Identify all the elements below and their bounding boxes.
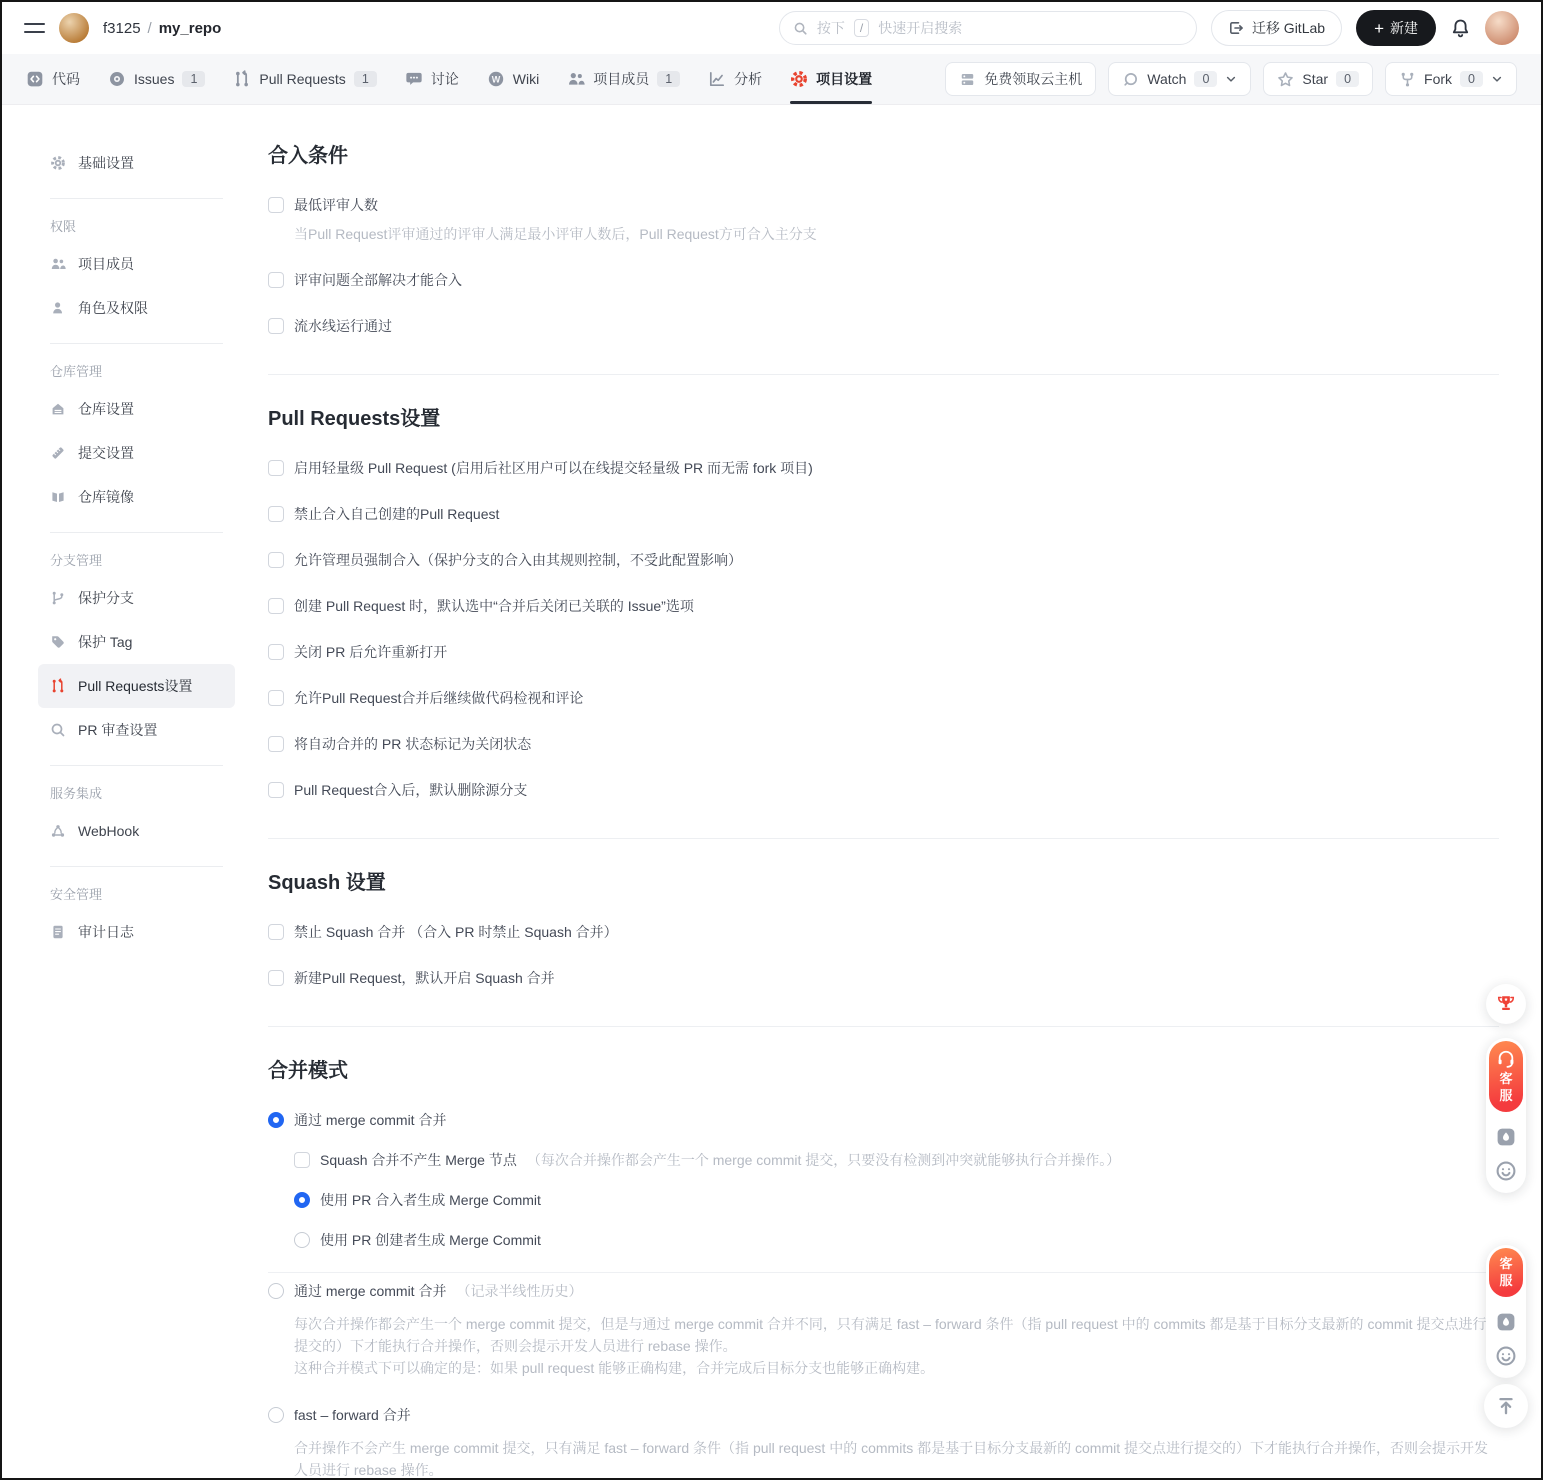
checkbox-lightweight-pr[interactable] <box>268 460 284 476</box>
checkbox-admin-force-merge[interactable] <box>268 552 284 568</box>
sidebar-item-pr-settings[interactable] <box>38 664 235 708</box>
breadcrumb-owner[interactable]: f3125 <box>103 19 141 37</box>
sidebar-item-commit-settings[interactable] <box>38 431 235 475</box>
settings-content <box>268 105 1541 1480</box>
customer-service-button[interactable] <box>1489 1248 1523 1297</box>
section-divider <box>268 1272 1499 1273</box>
star-icon <box>1277 71 1294 88</box>
fork-icon <box>1399 71 1416 88</box>
radio-label[interactable]: 通过 merge commit 合并 <box>294 1283 447 1299</box>
smiley-icon[interactable] <box>1494 1344 1518 1368</box>
sidebar-item-label: 保护 Tag <box>78 634 133 650</box>
sidebar-item-label: 仓库设置 <box>78 401 134 417</box>
sidebar-item-webhook[interactable] <box>38 809 235 853</box>
radio-fast-forward-merge[interactable] <box>268 1407 284 1423</box>
section-title-merge-conditions: 合入条件 <box>268 145 348 167</box>
radio-merge-by-creator[interactable] <box>294 1232 310 1248</box>
star-label: Star <box>1302 71 1329 87</box>
tab-members[interactable] <box>567 54 680 104</box>
merge-mode-option-1-children <box>294 1150 1499 1250</box>
customer-service-button[interactable] <box>1489 1041 1523 1112</box>
tab-analytics[interactable] <box>708 54 762 104</box>
sidebar-item-label: PR 审查设置 <box>78 722 158 738</box>
sidebar-group-repo: 仓库管理 <box>50 364 103 379</box>
checkbox-delete-source-branch[interactable] <box>268 782 284 798</box>
watch-icon <box>1122 71 1139 88</box>
radio-merge-by-merger[interactable] <box>294 1192 310 1208</box>
tab-code[interactable] <box>26 54 80 104</box>
app-icon[interactable] <box>1494 1310 1518 1334</box>
setting-row <box>268 688 1499 708</box>
tab-issues-label: Issues <box>134 71 175 87</box>
radio-semilinear-merge[interactable] <box>268 1283 284 1299</box>
members-count-badge: 1 <box>657 71 680 87</box>
sidebar-item-label: 仓库镜像 <box>78 489 134 505</box>
support-widget <box>1486 1038 1526 1193</box>
settings-sidebar <box>2 105 268 1480</box>
pull-request-icon <box>233 70 251 88</box>
divider <box>50 198 223 199</box>
bell-icon[interactable] <box>1450 18 1471 39</box>
user-avatar[interactable] <box>1485 11 1519 45</box>
setting-row <box>268 550 1499 570</box>
sidebar-item-label: 角色及权限 <box>78 300 148 316</box>
wiki-letter: W <box>491 74 501 85</box>
cloud-host-label: 免费领取云主机 <box>984 71 1083 87</box>
merge-mode-option-3 <box>268 1405 1499 1480</box>
checkbox-review-after-merge[interactable] <box>268 690 284 706</box>
section-divider <box>268 1026 1499 1027</box>
star-count-badge: 0 <box>1336 71 1359 87</box>
sidebar-item-pr-review-settings[interactable] <box>38 708 235 752</box>
watch-button[interactable] <box>1108 62 1251 96</box>
breadcrumb-separator: / <box>147 19 152 37</box>
checkbox-all-issues-resolved[interactable] <box>268 272 284 288</box>
pull-request-icon <box>50 678 66 694</box>
tab-settings-label: 项目设置 <box>816 71 873 87</box>
issue-icon <box>108 70 126 88</box>
code-icon <box>26 70 44 88</box>
setting-row <box>268 270 1499 290</box>
sidebar-item-label: 项目成员 <box>78 256 134 272</box>
option-description-line: 这种合并模式下可以确定的是：如果 pull request 能够正确构建，合并完成后目标分支也能够正确构建。 <box>294 1360 935 1376</box>
hamburger-menu-icon[interactable] <box>24 23 45 34</box>
checkbox-label[interactable]: 流水线运行通过 <box>294 318 392 334</box>
slash-keycap: / <box>854 19 869 37</box>
star-button[interactable] <box>1263 62 1373 96</box>
checkbox-forbid-squash[interactable] <box>268 924 284 940</box>
watch-label: Watch <box>1147 71 1187 87</box>
checkbox-note: （每次合并操作都会产生一个 merge commit 提交，只要没有检测到冲突就能够执行合并操作。） <box>526 1152 1121 1168</box>
scroll-to-top-button[interactable] <box>1484 1384 1528 1428</box>
checkbox-label[interactable]: 评审问题全部解决才能合入 <box>294 272 462 288</box>
setting-row <box>268 734 1499 754</box>
tab-discussion[interactable] <box>405 54 459 104</box>
search-placeholder-suffix: 快速开启搜索 <box>878 20 963 36</box>
checkbox-forbid-self-merge[interactable] <box>268 506 284 522</box>
tab-pull-requests[interactable] <box>233 54 376 104</box>
magnifier-icon <box>50 722 66 738</box>
sidebar-group-security: 安全管理 <box>50 887 103 902</box>
fork-button[interactable] <box>1385 62 1517 96</box>
option-description-line: 每次合并操作都会产生一个 merge commit 提交，但是与通过 merge commit 合并不同，只有满足 fast – forward 条件（指 pull request 中的 commits 都是基于目标分支最新的 commit 提交点进行提交的）下才能执行合并操作，否则会提示开发人员进行 rebase 操作。 <box>294 1316 1487 1354</box>
arrow-up-icon <box>1495 1395 1517 1417</box>
people-icon <box>567 70 585 88</box>
section-divider <box>268 374 1499 375</box>
divider <box>50 532 223 533</box>
tab-analytics-label: 分析 <box>734 71 763 87</box>
sidebar-item-members[interactable] <box>38 242 235 286</box>
tab-discussion-label: 讨论 <box>430 71 459 87</box>
section-divider <box>268 838 1499 839</box>
chevron-down-icon <box>1491 73 1503 85</box>
setting-row <box>268 922 1499 942</box>
checkbox-label[interactable]: Pull Request合入后，默认删除源分支 <box>294 782 528 798</box>
fork-label: Fork <box>1424 71 1453 87</box>
export-icon <box>1228 20 1244 36</box>
migrate-gitlab-label: 迁移 GitLab <box>1251 20 1326 36</box>
checkbox-auto-merged-closed[interactable] <box>268 736 284 752</box>
checkbox-default-squash[interactable] <box>268 970 284 986</box>
checkbox-label[interactable]: 禁止合入自己创建的Pull Request <box>294 506 500 522</box>
search-placeholder-prefix: 按下 <box>816 20 845 36</box>
checkbox-label[interactable]: 创建 Pull Request 时，默认选中“合并后关闭已关联的 Issue”选项 <box>294 598 694 614</box>
sidebar-group-permission: 权限 <box>50 219 77 234</box>
sidebar-item-repo-settings[interactable] <box>38 387 235 431</box>
setting-row <box>268 504 1499 524</box>
sidebar-group-service: 服务集成 <box>50 786 103 801</box>
pull-requests-count-badge: 1 <box>354 71 377 87</box>
checkbox-pipeline-pass[interactable] <box>268 318 284 334</box>
checkbox-label[interactable]: 允许管理员强制合入（保护分支的合入由其规则控制，不受此配置影响） <box>294 552 742 568</box>
radio-label[interactable]: 使用 PR 合入者生成 Merge Commit <box>320 1192 541 1208</box>
sidebar-item-protected-tags[interactable] <box>38 620 235 664</box>
tab-issues[interactable] <box>108 54 205 104</box>
headset-icon <box>1495 1048 1517 1070</box>
branch-icon <box>50 590 66 606</box>
document-icon <box>50 924 66 940</box>
tab-wiki[interactable] <box>487 54 539 104</box>
divider <box>50 765 223 766</box>
sidebar-item-label: 基础设置 <box>78 155 134 171</box>
support-widget-secondary <box>1486 1245 1526 1378</box>
sidebar-item-repo-mirror[interactable] <box>38 475 235 519</box>
setting-row <box>268 458 1499 478</box>
house-icon <box>50 401 66 417</box>
sidebar-item-protected-branches[interactable] <box>38 576 235 620</box>
sidebar-item-label: 提交设置 <box>78 445 134 461</box>
section-title-pr-settings: Pull Requests设置 <box>268 408 441 430</box>
mirror-icon <box>50 489 66 505</box>
setting-row <box>268 780 1499 800</box>
watch-count-badge: 0 <box>1194 71 1217 87</box>
tag-icon <box>50 634 66 650</box>
fork-count-badge: 0 <box>1460 71 1483 87</box>
setting-row <box>268 316 1499 336</box>
breadcrumb-repo[interactable]: my_repo <box>158 19 222 37</box>
radio-merge-commit[interactable] <box>268 1112 284 1128</box>
chevron-down-icon <box>1225 73 1237 85</box>
tab-wiki-label: Wiki <box>512 71 540 87</box>
plus-icon: + <box>1374 18 1384 38</box>
checkbox-squash-no-merge-node[interactable] <box>294 1152 310 1168</box>
app-icon[interactable] <box>1494 1125 1518 1149</box>
active-tab-underline <box>790 101 872 104</box>
sidebar-item-audit-log[interactable] <box>38 910 235 954</box>
server-icon <box>959 71 976 88</box>
sidebar-group-branch: 分支管理 <box>50 553 103 568</box>
top-bar <box>2 2 1541 54</box>
cloud-host-button[interactable] <box>945 62 1096 96</box>
setting-description: 当Pull Request评审通过的评审人满足最小评审人数后，Pull Request方可合入主分支 <box>294 226 817 242</box>
new-button[interactable] <box>1356 10 1436 46</box>
checkbox-label[interactable]: 新建Pull Request，默认开启 Squash 合并 <box>294 970 555 986</box>
checkbox-label[interactable]: 将自动合并的 PR 状态标记为关闭状态 <box>294 736 532 752</box>
migrate-gitlab-button[interactable] <box>1211 10 1342 46</box>
person-icon <box>50 300 66 316</box>
people-icon <box>50 256 66 272</box>
section-title-squash: Squash 设置 <box>268 872 386 894</box>
divider <box>50 866 223 867</box>
sidebar-item-label: Pull Requests设置 <box>78 678 193 694</box>
webhook-icon <box>50 823 66 839</box>
smiley-icon[interactable] <box>1494 1159 1518 1183</box>
chart-icon <box>708 70 726 88</box>
checkbox-label[interactable]: 最低评审人数 <box>294 197 378 213</box>
setting-row <box>268 195 1499 244</box>
tab-pull-requests-label: Pull Requests <box>259 71 346 87</box>
radio-label[interactable]: 通过 merge commit 合并 <box>294 1112 447 1128</box>
checkbox-label[interactable]: 允许Pull Request合并后继续做代码检视和评论 <box>294 690 584 706</box>
gear-icon <box>790 70 808 88</box>
sidebar-item-label: 审计日志 <box>78 924 134 940</box>
checkbox-min-reviewers[interactable] <box>268 197 284 213</box>
repo-tab-bar <box>2 54 1541 105</box>
merge-mode-option-2 <box>268 1281 1499 1379</box>
setting-row <box>268 642 1499 662</box>
option-description: 合并操作不会产生 merge commit 提交，只有满足 fast – forward 条件（指 pull request 中的 commits 都是基于目标分支最新的 commit 提交点进行提交的）下才能执行合并操作，否则会提示开发人员进行 rebase 操作。 <box>294 1440 1488 1478</box>
checkbox-label[interactable]: 启用轻量级 Pull Request (启用后社区用户可以在线提交轻量级 PR 而无需 fork 项目) <box>294 460 813 476</box>
radio-note: （记录半线性历史） <box>456 1283 583 1299</box>
sidebar-item-roles[interactable] <box>38 286 235 330</box>
issues-count-badge: 1 <box>182 71 205 87</box>
checkbox-label[interactable]: 关闭 PR 后允许重新打开 <box>294 644 448 660</box>
tab-code-label: 代码 <box>52 71 80 87</box>
chat-icon <box>405 70 423 88</box>
setting-row <box>268 968 1499 988</box>
tab-members-label: 项目成员 <box>593 71 650 87</box>
sidebar-item-basic-settings[interactable] <box>38 141 235 185</box>
sidebar-item-label: 保护分支 <box>78 590 134 606</box>
search-input[interactable] <box>779 11 1197 45</box>
checkbox-default-close-issue[interactable] <box>268 598 284 614</box>
customer-service-label: 客服 <box>1499 1071 1513 1103</box>
option-description <box>294 1313 1499 1379</box>
section-title-merge-mode: 合并模式 <box>268 1060 348 1082</box>
setting-row <box>268 596 1499 616</box>
rewards-button[interactable] <box>1486 984 1526 1024</box>
gear-icon <box>50 155 66 171</box>
customer-service-label: 客服 <box>1499 1256 1513 1288</box>
tab-settings[interactable] <box>790 54 872 104</box>
checkbox-label[interactable]: Squash 合并不产生 Merge 节点 <box>320 1152 517 1168</box>
radio-label[interactable]: fast – forward 合并 <box>294 1407 411 1423</box>
sidebar-item-label: WebHook <box>78 823 140 839</box>
ruler-icon <box>50 445 66 461</box>
divider <box>50 343 223 344</box>
new-button-label: 新建 <box>1390 20 1418 36</box>
search-icon <box>793 21 808 36</box>
checkbox-allow-reopen[interactable] <box>268 644 284 660</box>
repo-actions <box>945 54 1517 104</box>
repo-avatar[interactable] <box>59 13 89 43</box>
checkbox-label[interactable]: 禁止 Squash 合并 （合入 PR 时禁止 Squash 合并） <box>294 924 618 940</box>
breadcrumb <box>103 20 221 37</box>
wiki-icon <box>487 70 505 88</box>
radio-label[interactable]: 使用 PR 创建者生成 Merge Commit <box>320 1232 541 1248</box>
trophy-icon <box>1495 993 1517 1015</box>
merge-mode-option-1 <box>268 1110 1499 1250</box>
